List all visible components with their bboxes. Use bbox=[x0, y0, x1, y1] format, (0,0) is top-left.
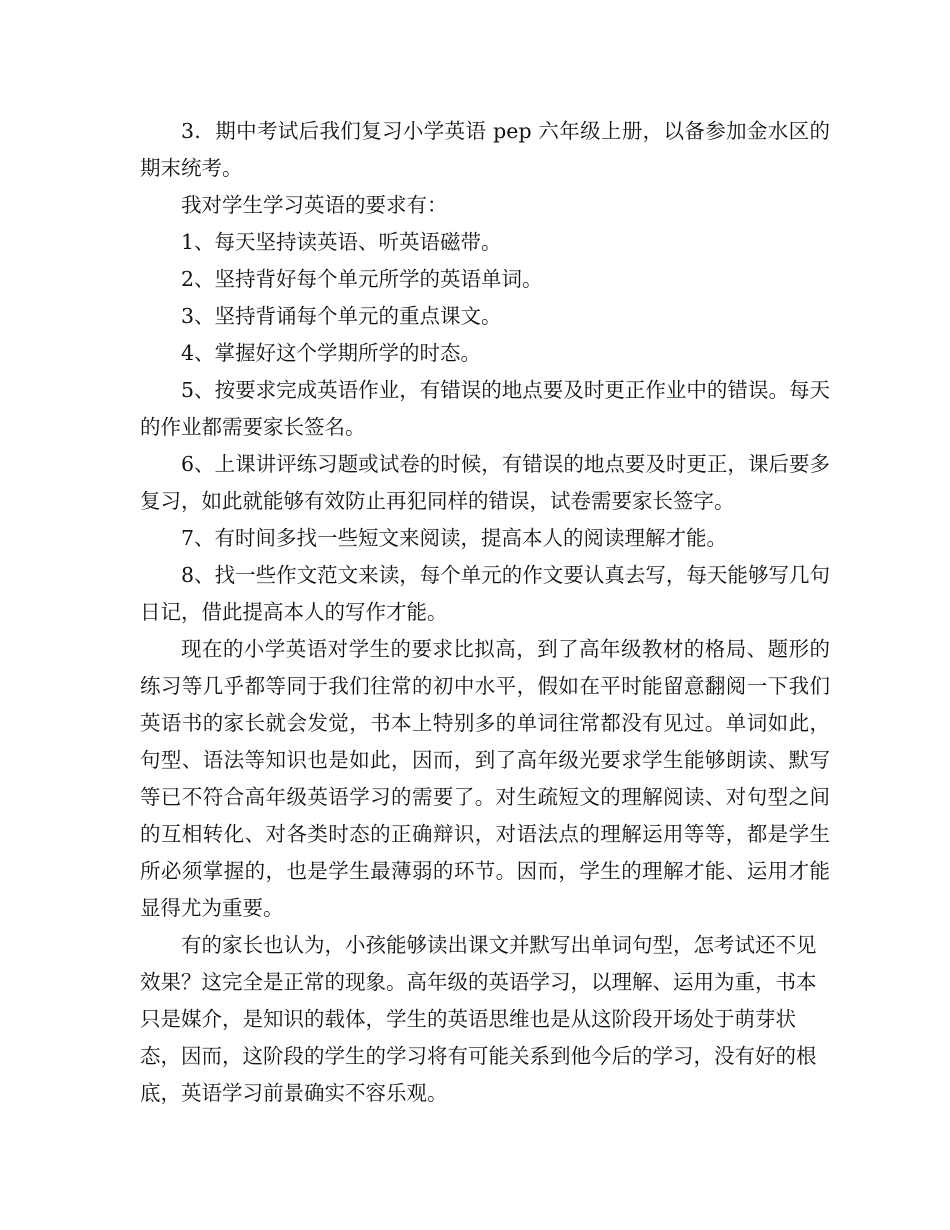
paragraph-curriculum-level: 现在的小学英语对学生的要求比拟高，到了高年级教材的格局、题形的练习等几乎都等同于我们往常的初中水平，假如在平时能留意翻阅一下我们英语书的家长就会发觉，书本上特别多的单词往常都没有见过。单词如此，句型、语法等知识也是如此，因而，到了高年级光要求学生能够朗读、默写等已不符合高年级英语学习的需要了。对生疏短文的理解阅读、对句型之间的互相转化、对各类时态的正确辩识，对语法点的理解运用等等，都是学生所必须掌握的，也是学生最薄弱的环节。因而，学生的理解才能、运用才能显得尤为重要。 bbox=[140, 637, 830, 920]
requirement-item-6: 6、上课讲评练习题或试卷的时候，有错误的地点要及时更正，课后要多复习，如此就能够有效防止再犯同样的错误，试卷需要家长签字。 bbox=[140, 452, 830, 513]
paragraph-exam-review: 3．期中考试后我们复习小学英语 pep 六年级上册，以备参加金水区的期末统考。 bbox=[140, 119, 830, 180]
requirement-item-2: 2、坚持背好每个单元所学的英语单词。 bbox=[181, 267, 543, 291]
document-body bbox=[140, 113, 830, 1112]
requirement-item-7: 7、有时间多找一些短文来阅读，提高本人的阅读理解才能。 bbox=[181, 526, 728, 550]
requirement-item-1: 1、每天坚持读英语、听英语磁带。 bbox=[181, 230, 502, 254]
requirement-item-4: 4、掌握好这个学期所学的时态。 bbox=[181, 341, 482, 365]
requirement-item-8: 8、找一些作文范文来读，每个单元的作文要认真去写，每天能够写几句日记，借此提高本人的写作才能。 bbox=[140, 563, 830, 624]
paragraph-requirements-intro: 我对学生学习英语的要求有： bbox=[181, 193, 448, 217]
requirement-item-5: 5、按要求完成英语作业，有错误的地点要及时更正作业中的错误。每天的作业都需要家长签名。 bbox=[140, 378, 830, 439]
paragraph-parent-concerns: 有的家长也认为，小孩能够读出课文并默写出单词句型，怎考试还不见效果？这完全是正常的现象。高年级的英语学习，以理解、运用为重，书本只是媒介，是知识的载体，学生的英语思维也是从这阶段开场处于萌芽状态，因而，这阶段的学生的学习将有可能关系到他今后的学习，没有好的根底，英语学习前景确实不容乐观。 bbox=[140, 933, 817, 1105]
requirement-item-3: 3、坚持背诵每个单元的重点课文。 bbox=[181, 304, 502, 328]
